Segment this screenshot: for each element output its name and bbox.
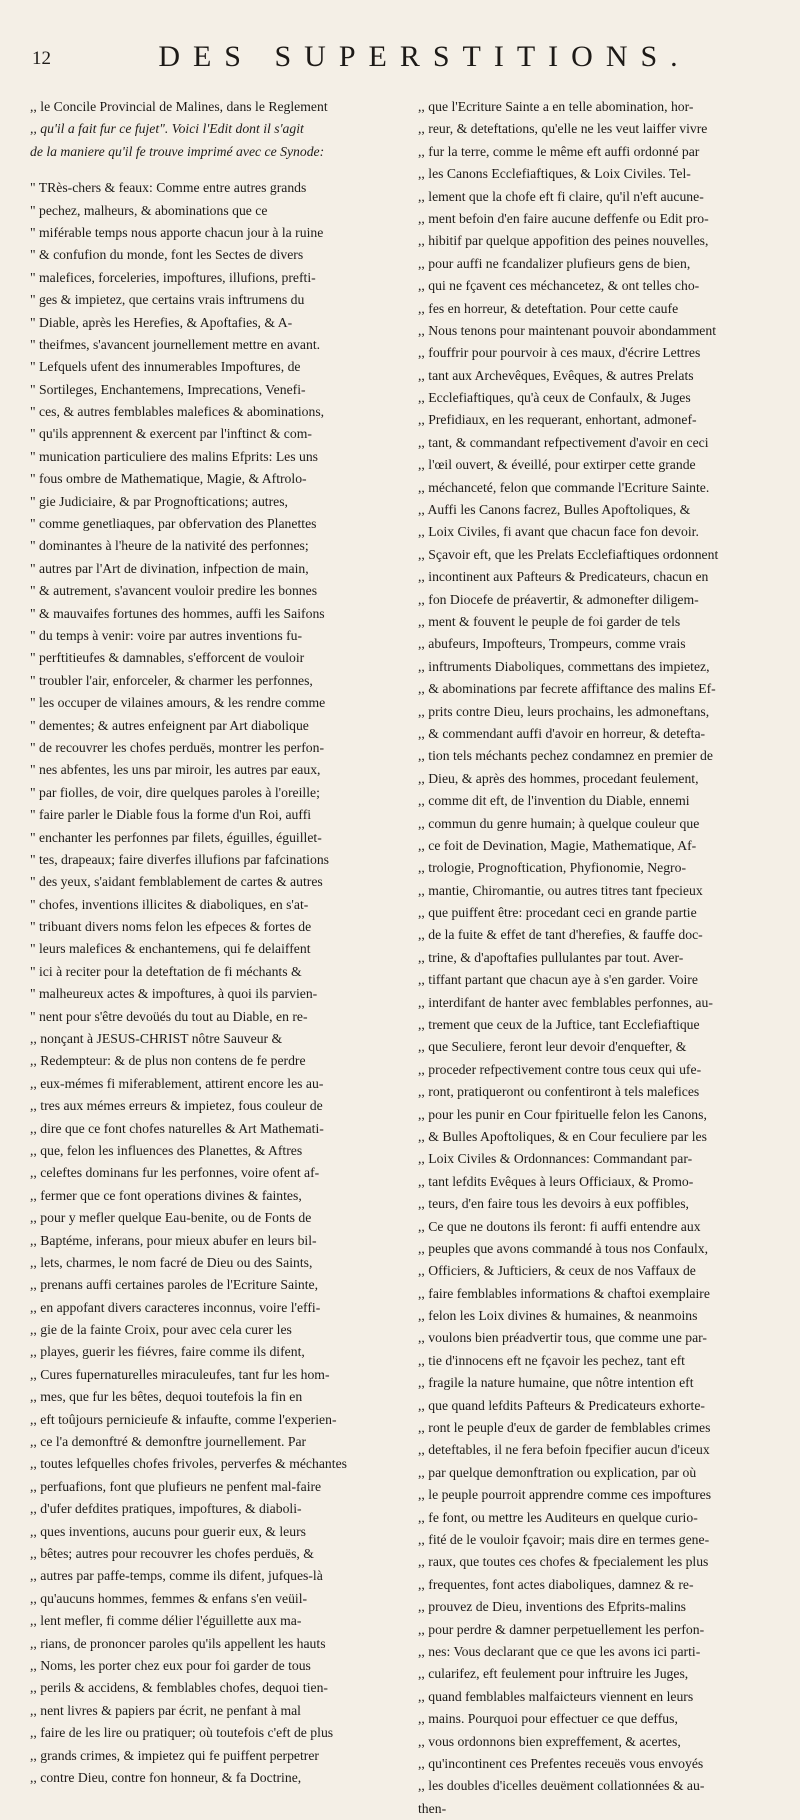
- running-title: DES SUPERSTITIONS.: [158, 40, 691, 73]
- right-column-line: ,, commun du genre humain; à quelque couleur que: [418, 815, 700, 831]
- right-column-line: ,, l'œil ouvert, & éveillé, pour extirper cette grande: [418, 457, 696, 473]
- left-column-line: " dementes; & autres enfeignent par Art diabolique: [30, 717, 309, 733]
- left-column-line: ,, toutes lefquelles chofes frivoles, perverfes & méchantes: [30, 1456, 347, 1472]
- right-column-line: ,, par quelque demonftration ou explication, par où: [418, 1464, 697, 1480]
- left-column-line: ,, lent mefler, fi comme délier l'éguillette aux ma-: [30, 1613, 302, 1629]
- right-column-line: ,, peuples que avons commandé à tous nos Confaulx,: [418, 1240, 709, 1256]
- right-column-line: ,, fur la terre, comme le même eft auffi ordonné par: [418, 143, 700, 159]
- right-column-line: ,, que Seculiere, feront leur devoir d'enquefter, &: [418, 1039, 687, 1055]
- right-column-line: ,, que l'Ecriture Sainte a en telle abomination, hor-: [418, 99, 694, 114]
- right-column-line: ,, mains. Pourquoi pour effectuer ce que deffus,: [418, 1711, 678, 1727]
- left-column-line: ,, d'ufer defdites pratiques, impoftures, & diaboli-: [30, 1501, 302, 1517]
- left-column-line: ,, eux-mémes fi miferablement, attirent encore les au-: [30, 1075, 324, 1091]
- right-column-line: ,, Dieu, & après des hommes, procedant feulement,: [418, 770, 699, 786]
- left-column-line: ,, qu'il a fait fur ce fujet". Voici l'Edit dont il s'agit: [30, 121, 304, 137]
- right-column-line: ,, inftruments Diaboliques, commettans des impietez,: [418, 658, 710, 674]
- right-column-line: ,, frequentes, font actes diaboliques, damnez & re-: [418, 1576, 694, 1592]
- right-column-line: ,, pour perdre & damner perpetuellement les perfon-: [418, 1621, 705, 1637]
- left-column-line: ,, gie de la fainte Croix, pour avec cela curer les: [30, 1322, 292, 1338]
- left-column-line: ,, nent livres & papiers par écrit, ne penfant à mal: [30, 1702, 301, 1718]
- right-column-line: ,, tion tels méchants pechez condamnez en premier de: [418, 748, 713, 764]
- left-column-line: ,, Noms, les porter chez eux pour foi garder de tous: [30, 1657, 311, 1673]
- left-column-line: " Sortileges, Enchantemens, Imprecations, Venefi-: [30, 381, 306, 397]
- right-column-line: ,, fe font, ou mettre les Auditeurs en quelque curio-: [418, 1509, 698, 1525]
- left-column-line: ,, bêtes; autres pour recouvrer les chofes perduës, &: [30, 1546, 314, 1561]
- right-column-line: ,, ce foit de Devination, Magie, Mathematique, Af-: [418, 837, 697, 853]
- left-column-line: " malheureux actes & impoftures, à quoi ils parvien-: [30, 986, 318, 1002]
- left-column-line: " comme genetliaques, par obfervation des Planettes: [30, 516, 317, 532]
- left-column-line: ,, fermer que ce font operations divines & faintes,: [30, 1187, 302, 1203]
- left-column-line: " munication particuliere des malins Efprits: Les uns: [30, 448, 319, 464]
- right-column-line: ,, qui ne fçavent ces méchancetez, & ont telles cho-: [418, 278, 700, 294]
- right-column-line: ,, méchanceté, felon que commande l'Ecriture Sainte.: [418, 479, 710, 495]
- left-column-line: ,, lets, charmes, le nom facré de Dieu ou des Saints,: [30, 1254, 313, 1270]
- right-column-line: ,, qu'incontinent ces Prefentes receuës vous envoyés: [418, 1755, 704, 1771]
- left-column-line: " & autrement, s'avancent vouloir predire les bonnes: [30, 583, 318, 599]
- left-column-line: " theifmes, s'avancent journellement mettre en avant.: [30, 336, 321, 352]
- right-column-line: ,, Auffi les Canons facrez, Bulles Apoftoliques, &: [418, 502, 691, 518]
- left-column-line: " faire parler le Diable fous la forme d'un Roi, auffi: [30, 807, 312, 823]
- left-column-line: ,, ques inventions, aucuns pour guerir eux, & leurs: [30, 1523, 306, 1539]
- right-column-line: ,, trement que ceux de la Juftice, tant Ecclefiaftique: [418, 1017, 700, 1033]
- left-column-line: ,, perils & accidens, & femblables chofes, dequoi tien-: [30, 1680, 328, 1696]
- left-column-line: " les occuper de vilaines amours, & les rendre comme: [30, 695, 326, 711]
- right-column-line: ,, deteftables, il ne fera befoin fpecifier aucun d'iceux: [418, 1442, 710, 1458]
- left-column-line: " fous ombre de Mathematique, Magie, & Aftrolo-: [30, 471, 307, 487]
- right-column-line: ,, nes: Vous declarant que ce que les avons ici parti-: [418, 1643, 701, 1659]
- left-column-line: ,, tres aux mémes erreurs & impietez, fous couleur de: [30, 1098, 323, 1114]
- left-column-line: ,, playes, guerir les fiévres, faire comme ils difent,: [30, 1344, 305, 1360]
- right-column-line: ,, & abominations par fecrete affiftance des malins Ef-: [418, 681, 716, 697]
- right-column-line: then-: [418, 1800, 447, 1816]
- left-column-line: " & mauvaifes fortunes des hommes, auffi les Saifons: [30, 605, 325, 621]
- right-column-line: ,, felon les Loix divines & humaines, & neanmoins: [418, 1308, 698, 1324]
- right-column-line: ,, trine, & d'apoftafies pullulantes par tout. Aver-: [418, 949, 684, 965]
- left-column-line: " ces, & autres femblables malefices & abominations,: [30, 404, 325, 420]
- page-header: [32, 40, 777, 76]
- left-column-line: " ges & impietez, que certains vrais inftrumens du: [30, 292, 305, 308]
- right-column-line: ,, que puiffent être: procedant ceci en grande partie: [418, 905, 697, 921]
- left-column-line: ,, dire que ce font chofes naturelles & Art Mathemati-: [30, 1120, 324, 1136]
- right-column-line: ,, tie d'innocens eft ne fçavoir les pechez, tant eft: [418, 1352, 685, 1368]
- left-column-line: ,, Baptéme, inferans, pour mieux abufer en leurs bil-: [30, 1232, 317, 1248]
- right-column-line: ,, comme dit eft, de l'invention du Diable, ennemi: [418, 793, 690, 809]
- right-column-line: ,, incontinent aux Pafteurs & Predicateurs, chacun en: [418, 569, 709, 585]
- right-column-line: ,, proceder refpectivement contre tous ceux qui ufe-: [418, 1061, 702, 1077]
- left-column-line: " nes abfentes, les uns par miroir, les autres par eaux,: [30, 762, 321, 778]
- right-column-line: ,, ront, pratiqueront ou confentiront à tels malefices: [418, 1084, 700, 1100]
- page-number: 12: [32, 48, 51, 69]
- left-column-line: " pechez, malheurs, & abominations que ce: [30, 202, 268, 218]
- left-column-line: ,, que, felon les influences des Planettes, & Aftres: [30, 1142, 303, 1158]
- left-column-line: ,, autres par paffe-temps, comme ils difent, jufques-là: [30, 1568, 323, 1584]
- left-column-line: " chofes, inventions illicites & diaboliques, en s'at-: [30, 896, 309, 912]
- left-column-line: " troubler l'air, enforceler, & charmer les perfonnes,: [30, 672, 313, 688]
- left-column-line: ,, contre Dieu, contre fon honneur, & fa Doctrine,: [30, 1769, 302, 1785]
- left-column-line: de la maniere qu'il fe trouve imprimé avec ce Synode:: [30, 143, 325, 159]
- left-column-line: ,, Cures fupernaturelles miraculeufes, tant fur les hom-: [30, 1366, 330, 1382]
- right-column-line: ,, les Canons Ecclefiaftiques, & Loix Civiles. Tel-: [418, 166, 691, 182]
- left-column-line: " ici à reciter pour la deteftation de fi méchants &: [30, 963, 302, 979]
- left-column-line: ,, ce l'a demonftré & demonftre journellement. Par: [30, 1434, 307, 1450]
- left-column-line: " enchanter les perfonnes par filets, éguilles, éguillet-: [30, 829, 322, 845]
- left-column: [30, 96, 386, 1789]
- left-column-line: " dominantes à l'heure de la nativité des perfonnes;: [30, 538, 309, 554]
- right-column-line: ,, Loix Civiles, fi avant que chacun face fon devoir.: [418, 524, 699, 540]
- left-column-line: ,, le Concile Provincial de Malines, dans le Reglement: [30, 99, 328, 114]
- left-column-line: ,, eft toûjours pernicieufe & infaufte, comme l'experien-: [30, 1411, 337, 1427]
- left-column-line: " des yeux, s'aidant femblablement de cartes & autres: [30, 874, 323, 890]
- left-column-line: " nent pour s'être devoüés du tout au Diable, en re-: [30, 1008, 308, 1024]
- left-column-line: " perftitieufes & damnables, s'efforcent de vouloir: [30, 650, 305, 666]
- right-column-line: ,, voulons bien préadvertir tous, que comme une par-: [418, 1330, 707, 1346]
- left-column-line: " de recouvrer les chofes perduës, montrer les perfon-: [30, 739, 325, 755]
- left-column-line: ,, mes, que fur les bêtes, dequoi toutefois la fin en: [30, 1389, 303, 1405]
- left-column-line: ,, faire de les lire ou pratiquer; où toutefois c'eft de plus: [30, 1725, 334, 1741]
- left-column-line: " malefices, forceleries, impoftures, illufions, prefti-: [30, 269, 316, 285]
- left-column-line: " tes, drapeaux; faire diverfes illufions par fafcinations: [30, 851, 329, 867]
- left-column-line: " & confufion du monde, font les Sectes de divers: [30, 247, 304, 263]
- right-column-line: ,, Nous tenons pour maintenant pouvoir abondamment: [418, 322, 717, 338]
- right-column-line: ,, tiffant partant que chacun aye à s'en garder. Voire: [418, 972, 698, 988]
- right-column-line: ,, raux, que toutes ces chofes & fpecialement les plus: [418, 1554, 709, 1570]
- left-column-line: ,, prenans auffi certaines paroles de l'Ecriture Sainte,: [30, 1277, 319, 1293]
- right-column-line: ,, le peuple pourroit apprendre comme ces impoftures: [418, 1487, 712, 1503]
- right-column-line: ,, & commendant auffi d'avoir en horreur, & detefta-: [418, 725, 706, 741]
- right-column-line: ,, prits contre Dieu, leurs prochains, les admoneftans,: [418, 703, 710, 719]
- left-column-line: " leurs malefices & enchantemens, qui fe delaiffent: [30, 941, 311, 957]
- right-column-line: ,, abufeurs, Impofteurs, Trompeurs, comme vrais: [418, 636, 686, 652]
- right-column-line: ,, lement que la chofe eft fi claire, qu'il n'eft aucune-: [418, 188, 704, 204]
- right-column-line: ,, Sçavoir eft, que les Prelats Ecclefiaftiques ordonnent: [418, 546, 719, 562]
- right-column-line: ,, fouffrir pour pourvoir à ces maux, d'écrire Lettres: [418, 345, 701, 361]
- right-column-line: ,, ment & fouvent le peuple de foi garder de tels: [418, 613, 681, 629]
- left-column-line: ,, celeftes dominans fur les perfonnes, voire ofent af-: [30, 1165, 320, 1181]
- left-column-line: ,, pour y mefler quelque Eau-benite, ou de Fonts de: [30, 1210, 312, 1226]
- right-column-line: ,, cularifez, eft feulement pour inftruire les Juges,: [418, 1666, 689, 1682]
- right-column-line: ,, vous ordonnons bien expreffement, & acertes,: [418, 1733, 681, 1749]
- right-column-line: ,, fon Diocefe de préavertir, & admonefter diligem-: [418, 591, 699, 607]
- left-column-line: ,, rians, de prononcer paroles qu'ils appellent les hauts: [30, 1635, 326, 1651]
- left-column-line: ,, en appofant divers caracteres inconnus, voire l'effi-: [30, 1299, 321, 1315]
- right-column-line: ,, pour auffi ne fcandalizer plufieurs gens de bien,: [418, 255, 691, 271]
- left-column-line: [30, 163, 386, 177]
- right-column-line: ,, que quand lefdits Pafteurs & Predicateurs exhorte-: [418, 1397, 705, 1413]
- right-column-line: ,, faire femblables informations & chaftoi exemplaire: [418, 1285, 710, 1301]
- left-column-line: ,, grands crimes, & impietez qui fe puiffent perpetrer: [30, 1747, 319, 1763]
- right-column-line: ,, fragile la nature humaine, que nôtre intention eft: [418, 1375, 694, 1391]
- left-column-line: " TRès-chers & feaux: Comme entre autres grands: [30, 180, 307, 196]
- right-column-line: ,, Ce que ne doutons ils feront: fi auffi entendre aux: [418, 1218, 701, 1234]
- right-column-line: ,, fes en horreur, & deteftation. Pour cette caufe: [418, 300, 679, 316]
- right-column-line: ,, Prefidiaux, en les requerant, enhortant, admonef-: [418, 412, 697, 428]
- left-column-line: ,, nonçant à JESUS-CHRIST nôtre Sauveur &: [30, 1031, 283, 1047]
- left-column-line: ,, perfuafions, font que plufieurs ne penfent mal-faire: [30, 1478, 322, 1494]
- left-column-line: " Lefquels ufent des innumerables Impoftures, de: [30, 359, 301, 375]
- right-column: [418, 96, 774, 1820]
- right-column-line: ,, tant, & commandant refpectivement d'avoir en ceci: [418, 434, 709, 450]
- right-column-line: ,, reur, & deteftations, qu'elle ne les veut laiffer vivre: [418, 121, 708, 137]
- left-column-line: ,, Redempteur: & de plus non contens de fe perdre: [30, 1053, 306, 1069]
- right-column-line: ,, hibitif par quelque appofition des peines nouvelles,: [418, 233, 709, 249]
- right-column-line: ,, ment befoin d'en faire aucune deffenfe ou Edit pro-: [418, 210, 709, 226]
- left-column-line: " tribuant divers noms felon les efpeces & fortes de: [30, 919, 312, 935]
- right-column-line: ,, mantie, Chiromantie, ou autres titres tant fpecieux: [418, 882, 703, 898]
- right-column-line: ,, de la fuite & effet de tant d'herefies, & fauffe doc-: [418, 927, 703, 943]
- right-column-line: ,, pour les punir en Cour fpirituelle felon les Canons,: [418, 1106, 707, 1122]
- left-column-line: " qu'ils apprennent & exercent par l'inftinct & com-: [30, 426, 312, 442]
- right-column-line: ,, Ecclefiaftiques, qu'à ceux de Confaulx, & Juges: [418, 390, 691, 406]
- right-column-line: ,, quand femblables malfaicteurs viennent en leurs: [418, 1688, 694, 1704]
- right-column-line: ,, tant lefdits Evêques à leurs Officiaux, & Promo-: [418, 1173, 694, 1189]
- left-column-line: " autres par l'Art de divination, infpection de main,: [30, 560, 309, 576]
- left-column-line: " Diable, après les Herefies, & Apoftafies, & A-: [30, 314, 293, 330]
- right-column-line: ,, ront le peuple d'eux de garder de femblables crimes: [418, 1420, 711, 1436]
- right-column-line: ,, Officiers, & Jufticiers, & ceux de nos Vaffaux de: [418, 1263, 696, 1279]
- left-column-line: ,, qu'aucuns hommes, femmes & enfans s'en veüil-: [30, 1590, 308, 1606]
- right-column-line: ,, prouvez de Dieu, inventions des Efprits-malins: [418, 1599, 686, 1615]
- right-column-line: ,, tant aux Archevêques, Evêques, & autres Prelats: [418, 367, 694, 383]
- right-column-line: ,, & Bulles Apoftoliques, & en Cour feculiere par les: [418, 1128, 707, 1144]
- right-column-line: ,, Loix Civiles & Ordonnances: Commandant par-: [418, 1151, 693, 1167]
- right-column-line: ,, les doubles d'icelles deuëment collationnées & au-: [418, 1778, 705, 1794]
- left-column-line: " du temps à venir: voire par autres inventions fu-: [30, 627, 303, 643]
- right-column-line: ,, teurs, d'en faire tous les devoirs à eux poffibles,: [418, 1196, 689, 1212]
- right-column-line: ,, trologie, Prognoftication, Phyfionomie, Negro-: [418, 860, 687, 876]
- right-column-line: ,, interdifant de hanter avec femblables perfonnes, au-: [418, 994, 713, 1010]
- left-column-line: " par fiolles, de voir, dire quelques paroles à l'oreille;: [30, 784, 320, 800]
- left-column-line: " miférable temps nous apporte chacun jour à la ruine: [30, 224, 324, 240]
- right-column-line: ,, fité de le vouloir fçavoir; mais dire en termes gene-: [418, 1532, 710, 1547]
- left-column-line: " gie Judiciaire, & par Prognoftications; autres,: [30, 493, 288, 509]
